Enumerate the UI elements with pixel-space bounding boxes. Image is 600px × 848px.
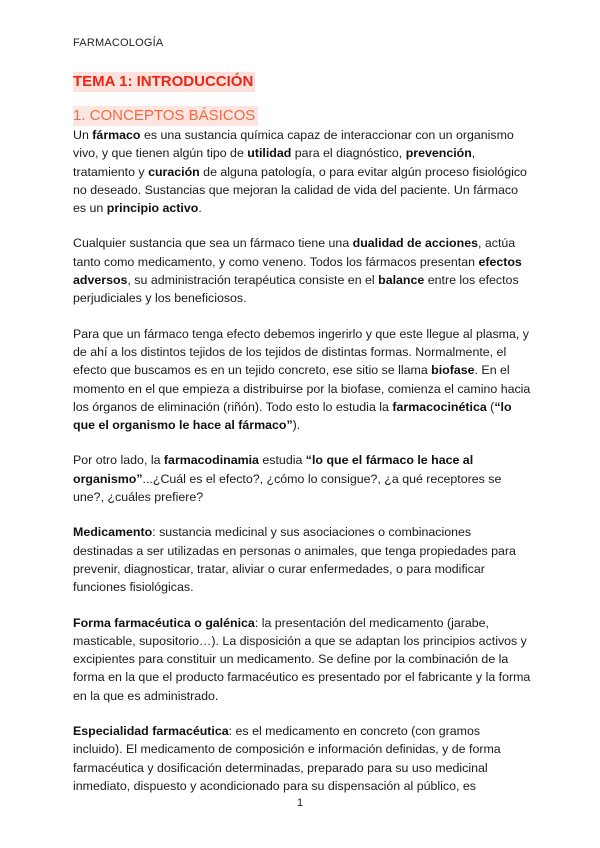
text-run: : sustancia medicinal y sus asociaciones o combinaciones destinadas a ser utilizadas en personas o animales, que tenga propiedades para prevenir, diagnosticar, tratar, aliviar o curar enfermedades, o para modificar funciones fisiológicas. [73, 525, 516, 595]
running-header: FARMACOLOGÍA [73, 37, 164, 49]
text-run: ( [486, 399, 495, 414]
bold-term: utilidad [247, 146, 292, 161]
bold-term: balance [378, 273, 425, 288]
bold-term: farmacodinamia [163, 453, 259, 468]
paragraph-dualidad [73, 234, 533, 307]
bold-term: principio activo [106, 201, 199, 216]
text-run: . En el momento en el que empieza a distribuirse por la biofase, comienza el camino hacia los órganos de eliminación (riñón). Todo esto lo estudia la [73, 363, 531, 414]
text-run: estudia [258, 453, 306, 468]
text-run: , tratamiento y [73, 146, 476, 179]
bold-term: “lo que el fármaco le hace al organismo” [73, 453, 474, 486]
bold-term: dualidad de acciones [352, 236, 478, 251]
page-number: 1 [296, 797, 304, 809]
bold-term: farmacocinética [392, 399, 487, 414]
text-run: para el diagnóstico, [291, 146, 406, 161]
paragraph-medicamento [73, 523, 533, 596]
bold-term: Medicamento [73, 525, 153, 540]
text-run: , su administración terapéutica consiste en el [127, 273, 379, 288]
paragraph-especialidad [73, 722, 533, 795]
paragraph-farmacocinetica [73, 325, 533, 435]
section-heading: 1. CONCEPTOS BÁSICOS [73, 106, 258, 126]
text-run: : es el medicamento en concreto (con gramos incluido). El medicamento de composición e información definidas, y de forma farmacéutica y dosificación determinadas, preparado para su uso medicinal inmediato, dispuesto y acondicionado para su dispensación al público, es [73, 724, 501, 793]
bold-term: fármaco [92, 128, 141, 142]
text-run: entre los efectos perjudiciales y los beneficiosos. [73, 273, 519, 306]
text-run: Para que un fármaco tenga efecto debemos ingerirlo y que este llegue al plasma, y de ahí a los distintos tejidos de los tejidos de distintas formas. Normalmente, el efecto que buscamos es en un tejido concreto, ese sitio se llama [73, 326, 529, 378]
text-run: Un [73, 128, 93, 142]
text-run: es una sustancia química capaz de interaccionar con un organismo vivo, y que tienen algún tipo de [73, 128, 514, 161]
text-run: ...¿Cuál es el efecto?, ¿cómo lo consigue?, ¿a qué receptores se une?, ¿cuáles prefiere? [73, 471, 502, 505]
paragraph-farmaco [73, 126, 533, 217]
bold-term: Especialidad farmacéutica [73, 724, 229, 739]
bold-term: biofase [431, 363, 475, 378]
text-run: . [198, 201, 202, 216]
text-run: de alguna patología, o para evitar algún proceso fisiológico no deseado. Sustancias que mejoran la calidad de vida del paciente. Un fármaco es un [73, 164, 527, 216]
bold-term: curación [148, 164, 200, 179]
text-run: , actúa tanto como medicamento, y como veneno. Todos los fármacos presentan [73, 236, 516, 269]
text-run: Por otro lado, la [73, 453, 164, 468]
bold-term: Forma farmacéutica o galénica [73, 615, 255, 630]
text-run: : la presentación del medicamento (jarabe, masticable, supositorio…). La disposición a que se adaptan los principios activos y excipientes para constituir un medicamento. Se define por la combinación de la forma en la que el producto farmacéutico es presentado por el fabricante y la forma en la que es administrado. [73, 615, 531, 703]
paragraph-farmacodinamia [73, 451, 533, 506]
bold-term: efectos adversos [73, 254, 522, 288]
text-run: Cualquier sustancia que sea un fármaco tiene una [73, 236, 353, 251]
chapter-title: TEMA 1: INTRODUCCIÓN [73, 73, 254, 90]
body-text [73, 126, 533, 812]
paragraph-forma-farmaceutica [73, 614, 533, 705]
text-run: ). [292, 418, 301, 433]
bold-term: prevención [405, 146, 472, 161]
bold-term: “lo que el organismo le hace al fármaco” [73, 399, 512, 433]
